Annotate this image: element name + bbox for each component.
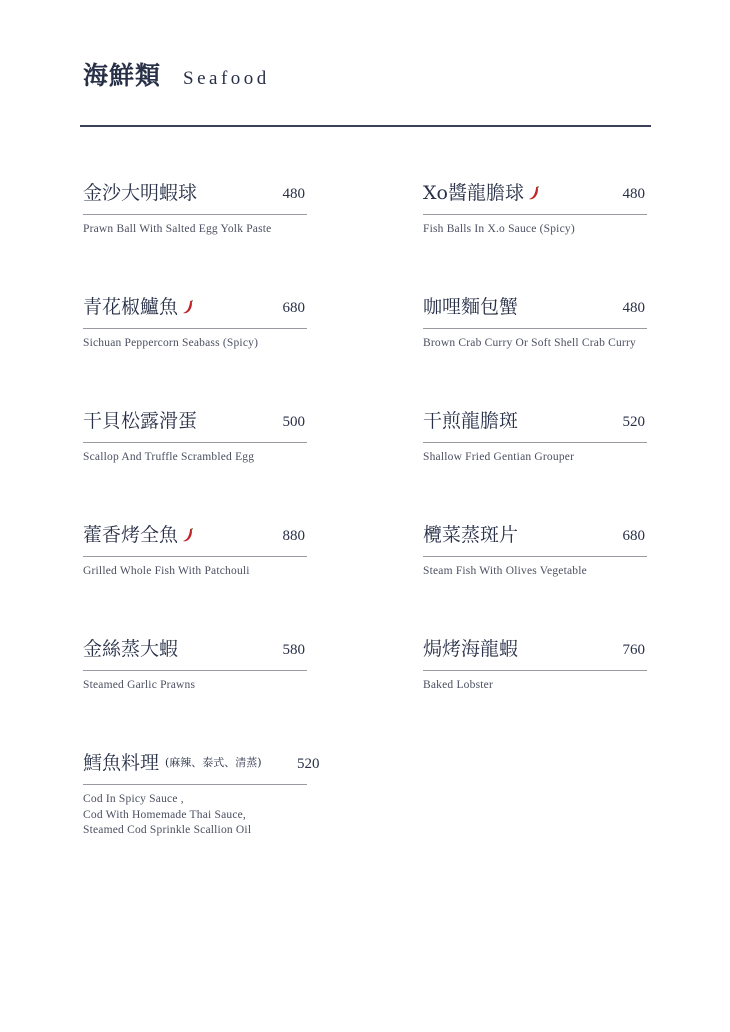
item-divider: [423, 328, 647, 329]
chili-pepper-icon: [528, 186, 540, 201]
menu-item: [83, 408, 307, 463]
chili-pepper-icon: [182, 528, 194, 543]
item-name: 藿香烤全魚: [83, 524, 179, 546]
item-name-wrap: [83, 522, 194, 548]
item-description-line: Cod With Homemade Thai Sauce,: [83, 808, 247, 821]
menu-item: [423, 636, 647, 691]
menu-item: [423, 180, 647, 235]
item-description: Scallop And Truffle Scrambled Egg: [83, 451, 255, 463]
item-price: 480: [282, 186, 305, 202]
item-price: 500: [282, 414, 305, 430]
item-divider: [423, 442, 647, 443]
item-description: Prawn Ball With Salted Egg Yolk Paste: [83, 223, 272, 235]
item-price: 760: [622, 642, 645, 658]
item-price: 580: [282, 642, 305, 658]
item-divider: [83, 214, 307, 215]
item-name-wrap: [423, 180, 540, 206]
item-divider: [83, 556, 307, 557]
menu-item-cod: [83, 750, 320, 836]
item-name: 金絲蒸大蝦: [83, 638, 179, 660]
item-name-wrap: [83, 294, 194, 320]
menu-item: [423, 522, 647, 577]
item-description: Steamed Garlic Prawns: [83, 679, 196, 691]
item-name: 鱈魚料理: [83, 752, 160, 774]
item-name: 咖哩麵包蟹: [423, 296, 519, 318]
item-price: 680: [622, 528, 645, 544]
item-price: 480: [622, 186, 645, 202]
page-header: [83, 56, 270, 96]
item-price: 520: [622, 414, 645, 430]
header-divider: [80, 125, 651, 127]
menu-item: [423, 408, 647, 463]
item-name-wrap: [83, 750, 262, 776]
item-name: 焗烤海龍蝦: [423, 638, 519, 660]
item-price: 880: [282, 528, 305, 544]
item-divider: [83, 442, 307, 443]
item-divider: [83, 328, 307, 329]
item-name: 金沙大明蝦球: [83, 182, 198, 204]
item-description: Sichuan Peppercorn Seabass (Spicy): [83, 337, 259, 349]
item-name: Xo醬龍膽球: [423, 182, 524, 204]
item-description: Shallow Fried Gentian Grouper: [423, 451, 575, 463]
item-description: Baked Lobster: [423, 679, 493, 691]
item-price: 480: [622, 300, 645, 316]
item-description-line: Steamed Cod Sprinkle Scallion Oil: [83, 824, 252, 836]
item-divider: [423, 556, 647, 557]
menu-item: [83, 522, 307, 577]
menu-item: [83, 636, 307, 691]
menu-item: [83, 180, 307, 235]
item-description: Steam Fish With Olives Vegetable: [423, 565, 587, 577]
item-divider: [423, 214, 647, 215]
item-price: 520: [297, 756, 320, 772]
item-divider: [423, 670, 647, 671]
item-description: Fish Balls In X.o Sauce (Spicy): [423, 223, 575, 235]
page-title-english: Seafood: [183, 68, 270, 89]
item-name: 欖菜蒸斑片: [423, 524, 519, 546]
item-price: 680: [282, 300, 305, 316]
item-name: 干貝松露滑蛋: [83, 410, 198, 432]
menu-item: [423, 294, 647, 349]
item-preparation-options: (麻辣、泰式、清蒸): [165, 756, 262, 769]
item-name: 青花椒鱸魚: [83, 296, 179, 318]
item-name: 干煎龍膽斑: [423, 410, 519, 432]
page-title-chinese: 海鮮類: [83, 61, 162, 90]
chili-pepper-icon: [182, 300, 194, 315]
menu-item: [83, 294, 307, 349]
item-divider: [83, 784, 307, 785]
item-description: Brown Crab Curry Or Soft Shell Crab Curry: [423, 337, 636, 349]
item-divider: [83, 670, 307, 671]
item-description: Grilled Whole Fish With Patchouli: [83, 565, 250, 577]
item-description: [83, 792, 251, 839]
item-description-line: Cod In Spicy Sauce ,: [83, 793, 184, 805]
